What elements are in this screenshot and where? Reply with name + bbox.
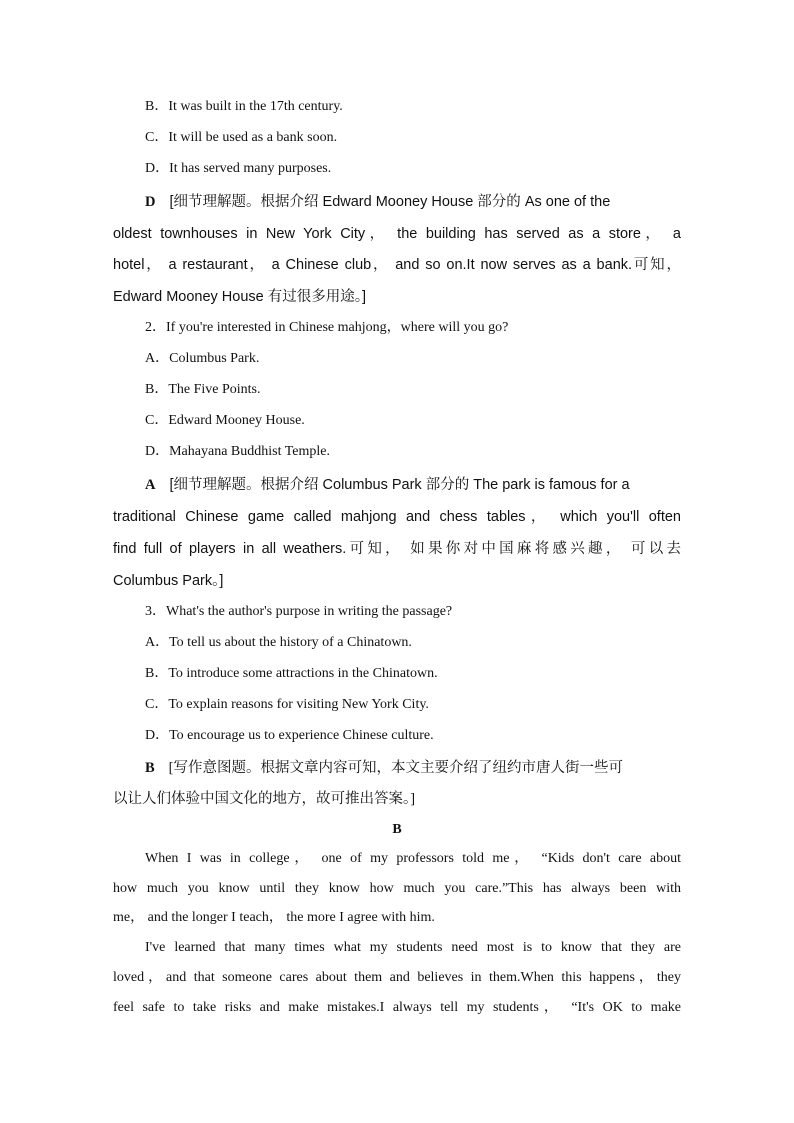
- q2-explanation-line-3: find full of players in all weathers.可知， 如果你对中国麻将感兴趣， 可以去: [113, 541, 681, 557]
- q2-answer: A: [145, 477, 156, 493]
- q3-answer: B: [145, 760, 155, 776]
- q1-option-b: B．It was built in the 17th century.: [145, 99, 343, 114]
- q3-option-a: A．To tell us about the history of a Chinatown.: [145, 635, 412, 650]
- passage-p1-line-3: me， and the longer I teach， the more I agree with him.: [113, 910, 435, 925]
- q3-explanation-line-1: B [写作意图题。根据文章内容可知，本文主要介绍了纽约市唐人街一些可: [145, 760, 623, 776]
- q1-answer: D: [145, 194, 156, 210]
- q3-option-c: C．To explain reasons for visiting New York City.: [145, 697, 429, 712]
- q2-explanation-line-1: A [细节理解题。根据介绍 Columbus Park 部分的 The park is famous for a: [145, 477, 630, 493]
- passage-p1-line-1: When I was in college， one of my professors told me， “Kids don't care about: [145, 851, 681, 866]
- q3-explanation-line-2: 以让人们体验中国文化的地方，故可推出答案。]: [113, 791, 416, 807]
- q1-explanation-line-4: Edward Mooney House 有过很多用途。]: [113, 289, 367, 305]
- q2-stem: 2．If you're interested in Chinese mahjong，where will you go?: [145, 320, 509, 335]
- q3-stem: 3．What's the author's purpose in writing the passage?: [145, 604, 453, 619]
- passage-p2-line-2: loved，and that someone cares about them and believes in them.When this happens，they: [113, 970, 681, 985]
- passage-p2-line-3: feel safe to take risks and make mistakes.I always tell my students， “It's OK to make: [113, 1000, 681, 1015]
- q1-option-d: D．It has served many purposes.: [145, 161, 332, 176]
- q2-explanation-line-4: Columbus Park。]: [113, 573, 224, 589]
- passage-p2-line-1: I've learned that many times what my students need most is to know that they are: [145, 940, 681, 955]
- q2-option-a: A．Columbus Park.: [145, 351, 260, 366]
- section-heading: B: [392, 822, 402, 837]
- q3-option-d: D．To encourage us to experience Chinese culture.: [145, 728, 434, 743]
- passage-p1-line-2: how much you know until they know how much you care.”This has always been with: [113, 881, 681, 896]
- q3-option-b: B．To introduce some attractions in the Chinatown.: [145, 666, 438, 681]
- q1-explanation-line-1: D [细节理解题。根据介绍 Edward Mooney House 部分的 As one of the: [145, 194, 611, 210]
- q1-option-c: C．It will be used as a bank soon.: [145, 130, 338, 145]
- q1-explanation-line-3: hotel， a restaurant， a Chinese club， and so on.It now serves as a bank.可知，: [113, 257, 681, 273]
- q2-option-b: B．The Five Points.: [145, 382, 261, 397]
- q2-option-d: D．Mahayana Buddhist Temple.: [145, 444, 331, 459]
- q2-explanation-line-2: traditional Chinese game called mahjong and chess tables， which you'll often: [113, 509, 681, 525]
- q1-explanation-line-2: oldest townhouses in New York City， the building has served as a store， a: [113, 226, 681, 242]
- q2-option-c: C．Edward Mooney House.: [145, 413, 305, 428]
